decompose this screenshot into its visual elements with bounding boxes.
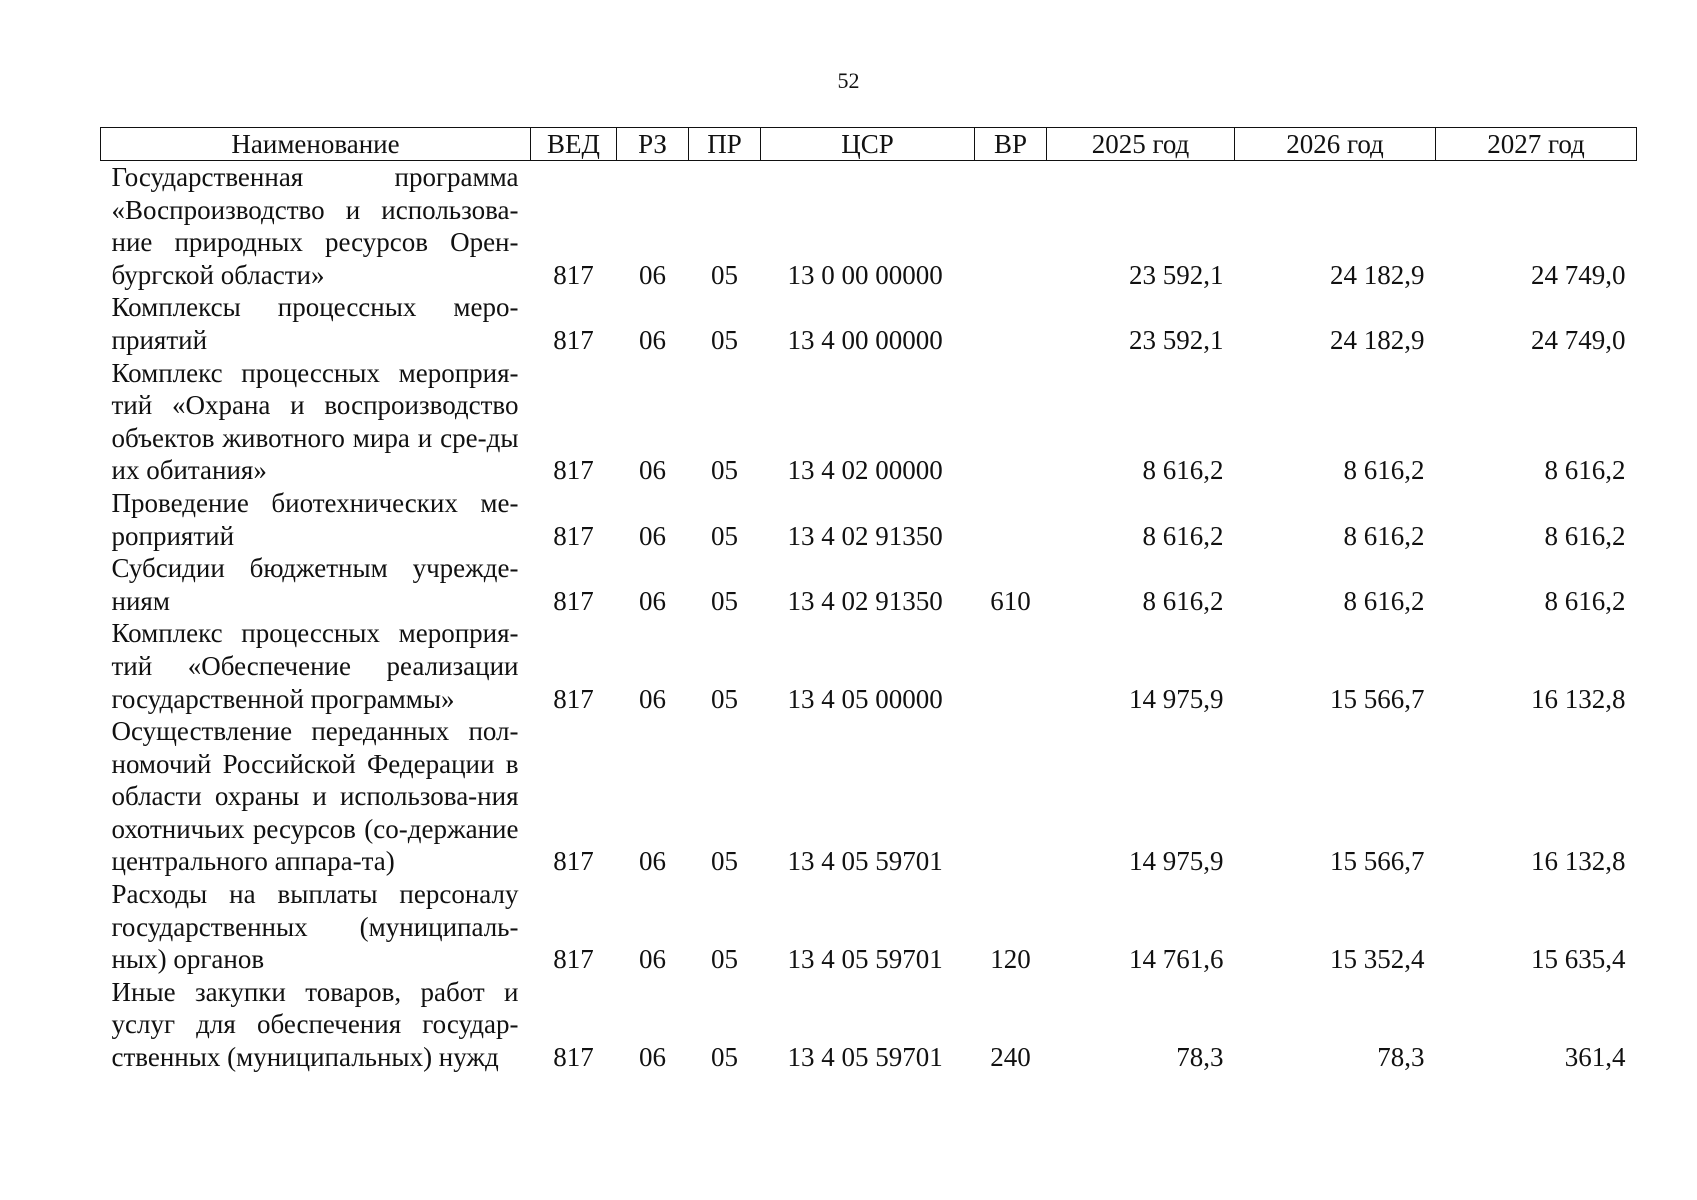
header-vr: ВР xyxy=(975,128,1047,161)
cell-rz: 06 xyxy=(639,944,666,975)
cell-vr xyxy=(975,357,1047,487)
cell-pr: 05 xyxy=(711,324,738,355)
budget-table xyxy=(100,127,1637,1074)
cell-2027: 24 749,0 xyxy=(1531,324,1626,355)
cell-2025: 8 616,2 xyxy=(1142,585,1224,616)
cell-2025: 8 616,2 xyxy=(1142,520,1224,551)
cell-name: Расходы на выплаты персоналу государственных (муниципаль-ных) органов xyxy=(111,879,519,975)
cell-vr: 240 xyxy=(990,1042,1031,1073)
header-ved: ВЕД xyxy=(531,128,617,161)
cell-ved: 817 xyxy=(553,944,594,975)
cell-2027: 8 616,2 xyxy=(1544,520,1626,551)
cell-2026: 24 182,9 xyxy=(1330,324,1425,355)
cell-pr: 05 xyxy=(711,520,738,551)
cell-rz: 06 xyxy=(639,683,666,714)
table-body xyxy=(101,161,1637,1074)
cell-2027: 15 635,4 xyxy=(1531,944,1626,975)
cell-pr: 05 xyxy=(711,944,738,975)
cell-2026: 15 352,4 xyxy=(1330,944,1425,975)
table-row xyxy=(101,487,1637,552)
cell-2027: 16 132,8 xyxy=(1531,683,1626,714)
cell-vr xyxy=(975,617,1047,715)
cell-2025: 14 975,9 xyxy=(1129,683,1224,714)
cell-vr xyxy=(975,161,1047,292)
cell-2025: 78,3 xyxy=(1176,1042,1224,1073)
cell-ved: 817 xyxy=(553,455,594,486)
cell-name: Осуществление переданных пол-номочий Российской Федерации в области охраны и использова-ния охотничьих ресурсов (со-держание центрального аппара-та) xyxy=(111,716,519,877)
cell-ved: 817 xyxy=(553,585,594,616)
cell-ved: 817 xyxy=(553,324,594,355)
cell-csr: 13 4 02 91350 xyxy=(787,585,943,616)
cell-csr: 13 4 05 59701 xyxy=(787,944,943,975)
cell-2026: 8 616,2 xyxy=(1343,520,1425,551)
cell-vr xyxy=(975,715,1047,878)
cell-2027: 8 616,2 xyxy=(1544,455,1626,486)
cell-2025: 14 975,9 xyxy=(1129,846,1224,877)
table-row xyxy=(101,357,1637,487)
header-2027: 2027 год xyxy=(1436,128,1637,161)
cell-2027: 361,4 xyxy=(1564,1042,1626,1073)
header-name: Наименование xyxy=(101,128,531,161)
cell-2026: 15 566,7 xyxy=(1330,846,1425,877)
cell-rz: 06 xyxy=(639,520,666,551)
cell-rz: 06 xyxy=(639,585,666,616)
cell-rz: 06 xyxy=(639,846,666,877)
cell-ved: 817 xyxy=(553,520,594,551)
header-rz: РЗ xyxy=(617,128,689,161)
table-row xyxy=(101,291,1637,356)
cell-csr: 13 4 00 00000 xyxy=(787,324,943,355)
cell-csr: 13 4 05 59701 xyxy=(787,846,943,877)
cell-rz: 06 xyxy=(639,259,666,290)
cell-2025: 14 761,6 xyxy=(1129,944,1224,975)
cell-name: Комплексы процессных меро-приятий xyxy=(111,292,519,355)
cell-csr: 13 4 02 91350 xyxy=(787,520,943,551)
cell-ved: 817 xyxy=(553,683,594,714)
cell-pr: 05 xyxy=(711,846,738,877)
cell-vr: 120 xyxy=(990,944,1031,975)
cell-vr xyxy=(975,487,1047,552)
cell-ved: 817 xyxy=(553,846,594,877)
header-2026: 2026 год xyxy=(1235,128,1436,161)
cell-2025: 23 592,1 xyxy=(1129,259,1224,290)
cell-vr xyxy=(975,291,1047,356)
table-header-row xyxy=(101,128,1637,161)
cell-2026: 78,3 xyxy=(1377,1042,1425,1073)
header-2025: 2025 год xyxy=(1047,128,1235,161)
cell-pr: 05 xyxy=(711,259,738,290)
table-row xyxy=(101,715,1637,878)
cell-csr: 13 4 02 00000 xyxy=(787,455,943,486)
header-csr: ЦСР xyxy=(761,128,975,161)
cell-name: Проведение биотехнических ме-роприятий xyxy=(111,487,519,551)
cell-2026: 8 616,2 xyxy=(1343,585,1425,616)
cell-2026: 8 616,2 xyxy=(1343,455,1425,486)
table-row xyxy=(101,552,1637,617)
page-number: 52 xyxy=(837,68,860,93)
cell-csr: 13 4 05 59701 xyxy=(787,1042,943,1073)
table-row xyxy=(101,976,1637,1074)
cell-2027: 8 616,2 xyxy=(1544,585,1626,616)
cell-2026: 24 182,9 xyxy=(1330,259,1425,290)
cell-rz: 06 xyxy=(639,1042,666,1073)
table-row xyxy=(101,878,1637,976)
cell-vr: 610 xyxy=(990,585,1031,616)
cell-ved: 817 xyxy=(553,1042,594,1073)
table-row xyxy=(101,617,1637,715)
cell-name: Комплекс процессных мероприя-тий «Охрана и воспроизводство объектов животного мира и сре-ды их обитания» xyxy=(111,357,519,486)
cell-ved: 817 xyxy=(553,259,594,290)
cell-name: Комплекс процессных мероприя-тий «Обеспечение реализации государственной программы» xyxy=(111,618,519,714)
header-pr: ПР xyxy=(689,128,761,161)
cell-2027: 24 749,0 xyxy=(1531,259,1626,290)
cell-2026: 15 566,7 xyxy=(1330,683,1425,714)
cell-name: Государственная программа «Воспроизводство и использова-ние природных ресурсов Орен-бургской области» xyxy=(111,162,519,290)
cell-2025: 23 592,1 xyxy=(1129,324,1224,355)
cell-name: Иные закупки товаров, работ и услуг для обеспечения государ-ственных (муниципальных) нужд xyxy=(111,976,519,1073)
cell-rz: 06 xyxy=(639,455,666,486)
cell-pr: 05 xyxy=(711,1042,738,1073)
cell-pr: 05 xyxy=(711,683,738,714)
cell-csr: 13 4 05 00000 xyxy=(787,683,943,714)
cell-pr: 05 xyxy=(711,455,738,486)
cell-name: Субсидии бюджетным учрежде-ниям xyxy=(111,553,519,616)
cell-2027: 16 132,8 xyxy=(1531,846,1626,877)
cell-2025: 8 616,2 xyxy=(1142,455,1224,486)
table-row xyxy=(101,161,1637,292)
cell-rz: 06 xyxy=(639,324,666,355)
cell-csr: 13 0 00 00000 xyxy=(787,259,943,290)
cell-pr: 05 xyxy=(711,585,738,616)
